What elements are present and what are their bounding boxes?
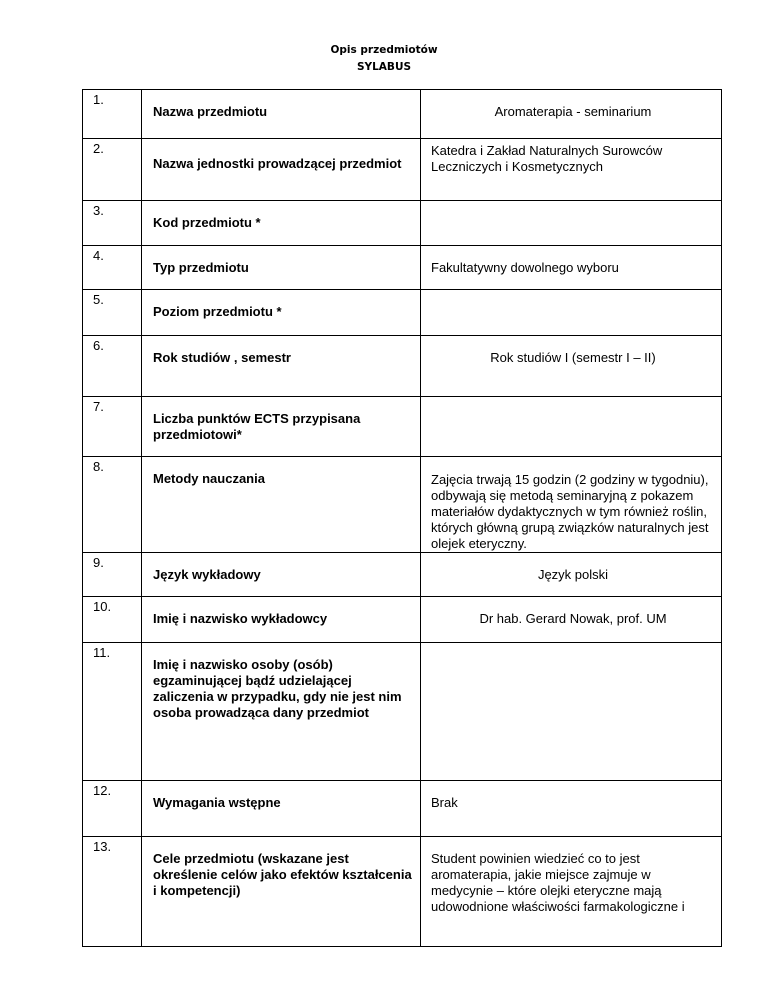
- row-label: Cele przedmiotu (wskazane jest określenie celów jako efektów kształcenia i kompetencji): [142, 837, 421, 947]
- table-row: [83, 290, 722, 336]
- row-label: Język wykładowy: [142, 553, 421, 597]
- table-row: [83, 643, 722, 781]
- row-label: Rok studiów , semestr: [142, 336, 421, 397]
- table-row: [83, 837, 722, 947]
- row-number: 1.: [83, 90, 142, 139]
- table-row: [83, 597, 722, 643]
- row-label: Poziom przedmiotu *: [142, 290, 421, 336]
- row-value: Język polski: [421, 553, 722, 597]
- row-label: Typ przedmiotu: [142, 246, 421, 290]
- row-value: Dr hab. Gerard Nowak, prof. UM: [421, 597, 722, 643]
- table-row: [83, 246, 722, 290]
- document-header: [0, 42, 768, 76]
- document-subtitle: SYLABUS: [356, 61, 412, 73]
- row-value: [421, 397, 722, 457]
- table-row: [83, 336, 722, 397]
- row-label: Nazwa jednostki prowadzącej przedmiot: [142, 139, 421, 201]
- row-label: Metody nauczania: [142, 457, 421, 553]
- row-number: 6.: [83, 336, 142, 397]
- row-value: [421, 643, 722, 781]
- document-title: Opis przedmiotów: [330, 44, 438, 56]
- row-label: Liczba punktów ECTS przypisana przedmiotowi*: [142, 397, 421, 457]
- row-value: Aromaterapia - seminarium: [421, 90, 722, 139]
- row-number: 10.: [83, 597, 142, 643]
- row-number: 11.: [83, 643, 142, 781]
- row-label: Kod przedmiotu *: [142, 201, 421, 246]
- table-row: [83, 781, 722, 837]
- row-number: 2.: [83, 139, 142, 201]
- row-value: Brak: [421, 781, 722, 837]
- row-label: Imię i nazwisko osoby (osób) egzaminującej bądź udzielającej zaliczenia w przypadku, gdy nie jest nim osoba prowadząca dany przedmiot: [142, 643, 421, 781]
- table-row: [83, 397, 722, 457]
- row-number: 7.: [83, 397, 142, 457]
- row-label: Wymagania wstępne: [142, 781, 421, 837]
- row-number: 12.: [83, 781, 142, 837]
- row-value: [421, 290, 722, 336]
- row-number: 4.: [83, 246, 142, 290]
- row-label: Imię i nazwisko wykładowcy: [142, 597, 421, 643]
- row-number: 3.: [83, 201, 142, 246]
- row-number: 5.: [83, 290, 142, 336]
- row-number: 8.: [83, 457, 142, 553]
- row-value: Student powinien wiedzieć co to jest aromaterapia, jakie miejsce zajmuje w medycynie – które olejki eteryczne mają udowodnione właściwości farmakologiczne i: [421, 837, 722, 947]
- row-number: 13.: [83, 837, 142, 947]
- row-value: Rok studiów I (semestr I – II): [421, 336, 722, 397]
- table-row: [83, 457, 722, 553]
- row-value: Zajęcia trwają 15 godzin (2 godziny w tygodniu), odbywają się metodą seminaryjną z pokazem materiałów dydaktycznych w tym również roślin, których główną grupą związków naturalnych jest olejek eteryczny.: [421, 457, 722, 553]
- table-row: [83, 201, 722, 246]
- row-label: Nazwa przedmiotu: [142, 90, 421, 139]
- row-value: [421, 201, 722, 246]
- table-row: [83, 553, 722, 597]
- table-row: [83, 139, 722, 201]
- syllabus-table: [82, 89, 722, 947]
- row-number: 9.: [83, 553, 142, 597]
- row-value: Katedra i Zakład Naturalnych Surowców Leczniczych i Kosmetycznych: [421, 139, 722, 201]
- row-value: Fakultatywny dowolnego wyboru: [421, 246, 722, 290]
- table-row: [83, 90, 722, 139]
